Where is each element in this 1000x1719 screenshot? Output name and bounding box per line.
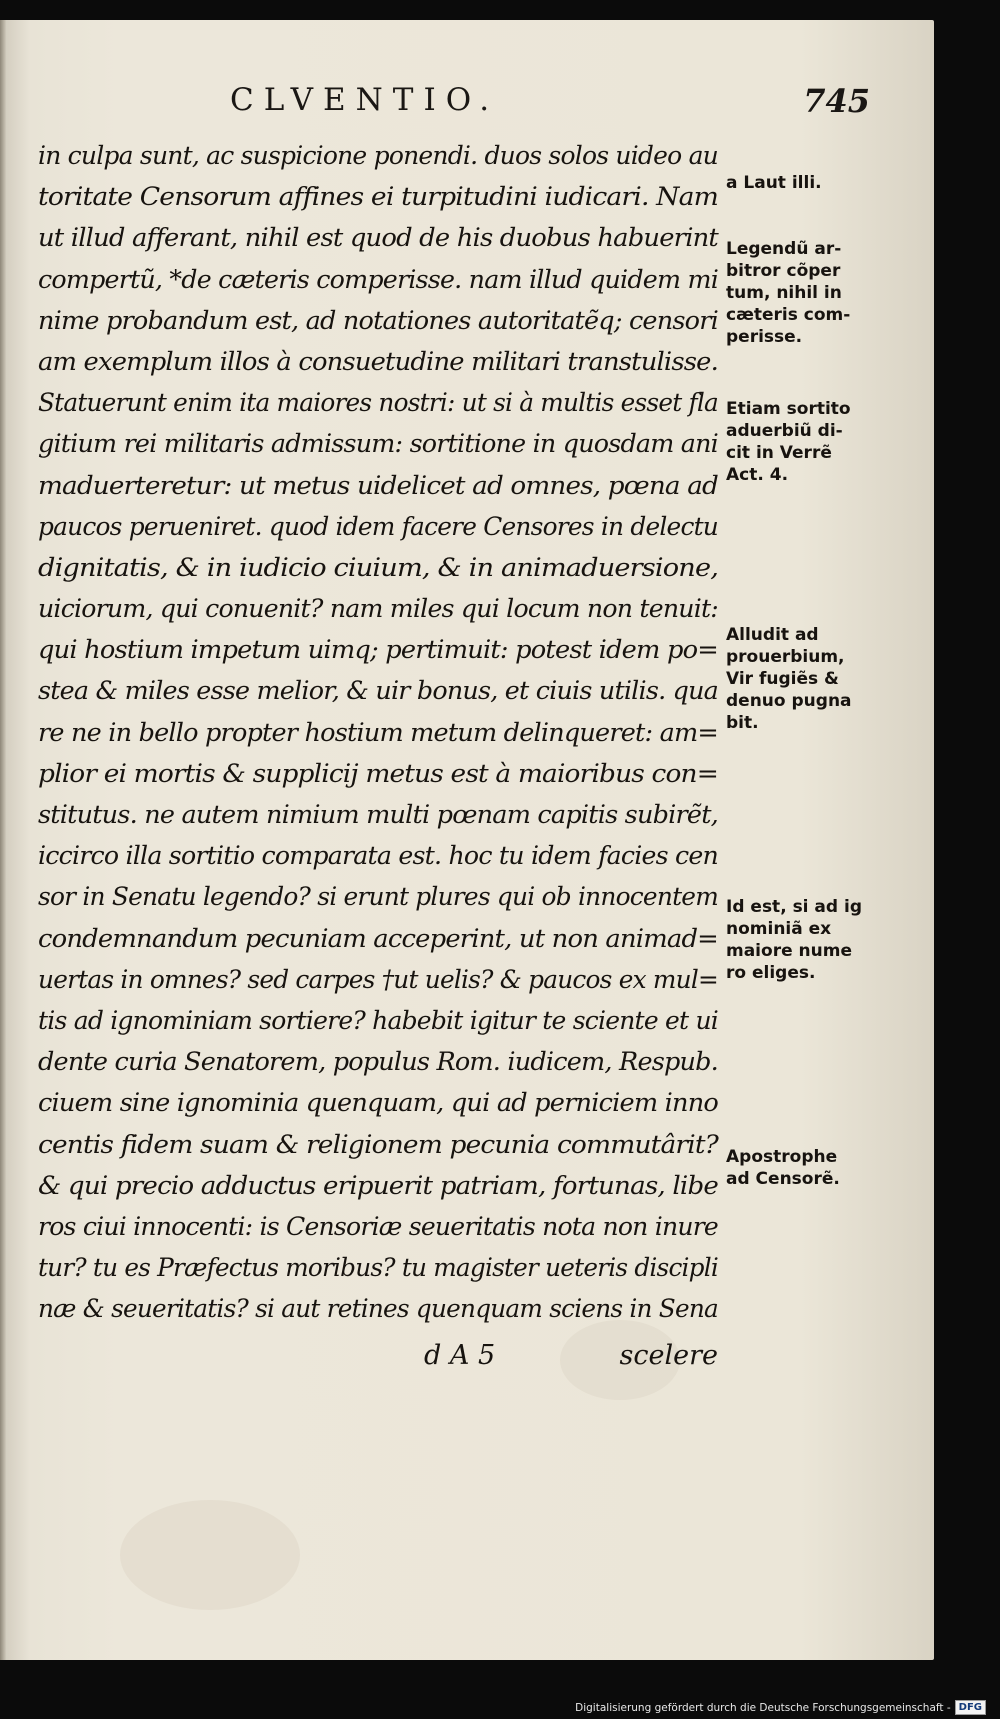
text-line-content: condemnandum pecuniam acceperint, ut non animad= (38, 923, 719, 954)
text-line (38, 1166, 728, 1207)
text-line-content: ros ciui innocenti: is Censoriæ seueritatis nota non inure (38, 1211, 718, 1242)
text-line-content: re ne in bello propter hostium metum delinqueret: am= (38, 717, 718, 748)
text-line-content: paucos perueniret. quod idem facere Censores in delectu (38, 511, 718, 542)
margin-note (726, 172, 876, 194)
text-line (38, 1207, 728, 1248)
text-line-content: stea & miles esse melior, & uir bonus, et ciuis utilis. qua (38, 676, 718, 707)
margin-note-line: Alludit ad (726, 625, 819, 645)
margin-note-line: bit. (726, 713, 759, 733)
margin-note (726, 896, 876, 984)
text-line (38, 383, 728, 424)
text-line-content: in culpa sunt, ac suspicione ponendi. duos solos uideo au (38, 141, 718, 171)
catchword: scelere (619, 1340, 718, 1371)
text-line-content: am exemplum illos à consuetudine militari transtulisse. (38, 346, 718, 377)
text-line (38, 136, 728, 177)
page-gutter (0, 20, 6, 1660)
margin-note-line: bitror cõper (726, 261, 841, 281)
margin-note-line: maiore nume (726, 941, 852, 961)
text-line (38, 589, 728, 630)
text-line (38, 1083, 728, 1124)
text-line (38, 877, 728, 918)
margin-note-line: prouerbium, (726, 647, 845, 667)
text-line-content: nime probandum est, ad notationes autoritatẽq; censori (38, 305, 719, 336)
margin-note-line: Etiam sortito (726, 399, 851, 419)
dfg-logo: DFG (955, 1700, 986, 1715)
text-line (38, 1248, 728, 1289)
text-line (38, 795, 728, 836)
text-line-content: dente curia Senatorem, populus Rom. iudicem, Respub. (38, 1047, 718, 1078)
margin-note-line: ro eliges. (726, 963, 816, 983)
text-line (38, 218, 728, 259)
margin-note-line: a Laut illi. (726, 173, 822, 193)
text-line-content: ut illud afferant, nihil est quod de his duobus habuerint (38, 223, 718, 254)
text-line (38, 342, 728, 383)
text-line (38, 713, 728, 754)
signature-mark: d A 5 (424, 1340, 496, 1371)
marginal-notes (726, 0, 876, 1700)
text-line-content: iccirco illa sortitio comparata est. hoc tu idem facies cen (38, 841, 718, 872)
text-line-content: centis fidem suam & religionem pecunia commutârit? (38, 1129, 718, 1160)
page-number: 745 (803, 82, 870, 120)
text-line-content: qui hostium impetum uimq; pertimuit: potest idem po= (38, 635, 718, 666)
text-line-content: maduerteretur: ut metus uidelicet ad omnes, pœna ad (38, 470, 718, 501)
text-line-content: tis ad ignominiam sortiere? habebit igitur te sciente et ui (38, 1005, 718, 1036)
text-line-content: compertũ, *de cæteris comperisse. nam illud quidem mi (38, 264, 718, 295)
text-line-content: tur? tu es Præfectus moribus? tu magister ueteris discipli (38, 1253, 718, 1284)
text-line (38, 424, 728, 465)
text-line (38, 1001, 728, 1042)
margin-note-line: cæteris com- (726, 305, 851, 325)
text-line (38, 177, 728, 218)
text-line-content: toritate Censorum affines ei turpitudini iudicari. Nam (38, 182, 718, 213)
running-title: CLVENTIO. (230, 82, 500, 118)
margin-note (726, 238, 876, 348)
text-line (38, 671, 728, 712)
digitization-credit (575, 1700, 986, 1715)
text-line (38, 960, 728, 1001)
text-line (38, 507, 728, 548)
text-line-content: dignitatis, & in iudicio ciuium, & in animaduersione, (38, 552, 718, 583)
text-line (38, 630, 728, 671)
main-text-block (38, 136, 728, 1330)
margin-note-line: Id est, si ad ig (726, 897, 862, 917)
margin-note-line: denuo pugna (726, 691, 852, 711)
text-line (38, 836, 728, 877)
text-line (38, 548, 728, 589)
margin-note-line: Apostrophe (726, 1147, 838, 1167)
text-line (38, 301, 728, 342)
text-line (38, 1125, 728, 1166)
margin-note (726, 398, 876, 486)
margin-note-line: aduerbiũ di- (726, 421, 843, 441)
text-line (38, 1289, 728, 1330)
text-line-content: & qui precio adductus eripuerit patriam, fortunas, libe (38, 1170, 718, 1201)
margin-note-line: cit in Verrẽ (726, 443, 832, 463)
text-line-content: plior ei mortis & supplicij metus est à maioribus con= (38, 758, 718, 789)
text-line-content: næ & seueritatis? si aut retines quenquam sciens in Sena (38, 1294, 718, 1325)
text-line-content: ciuem sine ignominia quenquam, qui ad perniciem inno (38, 1088, 718, 1119)
paper-stain (120, 1500, 300, 1610)
text-line-content: sor in Senatu legendo? si erunt plures qui ob innocentem (38, 882, 718, 913)
margin-note-line: nominiã ex (726, 919, 832, 939)
margin-note-line: Act. 4. (726, 465, 789, 485)
text-line-content: stitutus. ne autem nimium multi pœnam capitis subirẽt, (38, 800, 719, 830)
margin-note-line: Vir fugiẽs & (726, 669, 839, 689)
text-line-content: Statuerunt enim ita maiores nostri: ut si à multis esset fla (38, 388, 718, 419)
text-line-content: uertas in omnes? sed carpes †ut uelis? & paucos ex mul= (38, 964, 718, 995)
margin-note (726, 1146, 876, 1190)
text-line (38, 466, 728, 507)
credit-text: Digitalisierung gefördert durch die Deutsche Forschungsgemeinschaft - (575, 1701, 951, 1714)
text-line (38, 260, 728, 301)
margin-note-line: Legendũ ar- (726, 239, 842, 259)
text-line (38, 754, 728, 795)
margin-note-line: tum, nihil in (726, 283, 842, 303)
text-line (38, 919, 728, 960)
margin-note-line: perisse. (726, 327, 803, 347)
text-line-content: uiciorum, qui conuenit? nam miles qui locum non tenuit: (38, 594, 718, 625)
catchline (38, 1340, 728, 1382)
text-line-content: gitium rei militaris admissum: sortitione in quosdam ani (38, 429, 718, 460)
margin-note-line: ad Censorẽ. (726, 1169, 840, 1189)
margin-note (726, 624, 876, 734)
text-line (38, 1042, 728, 1083)
